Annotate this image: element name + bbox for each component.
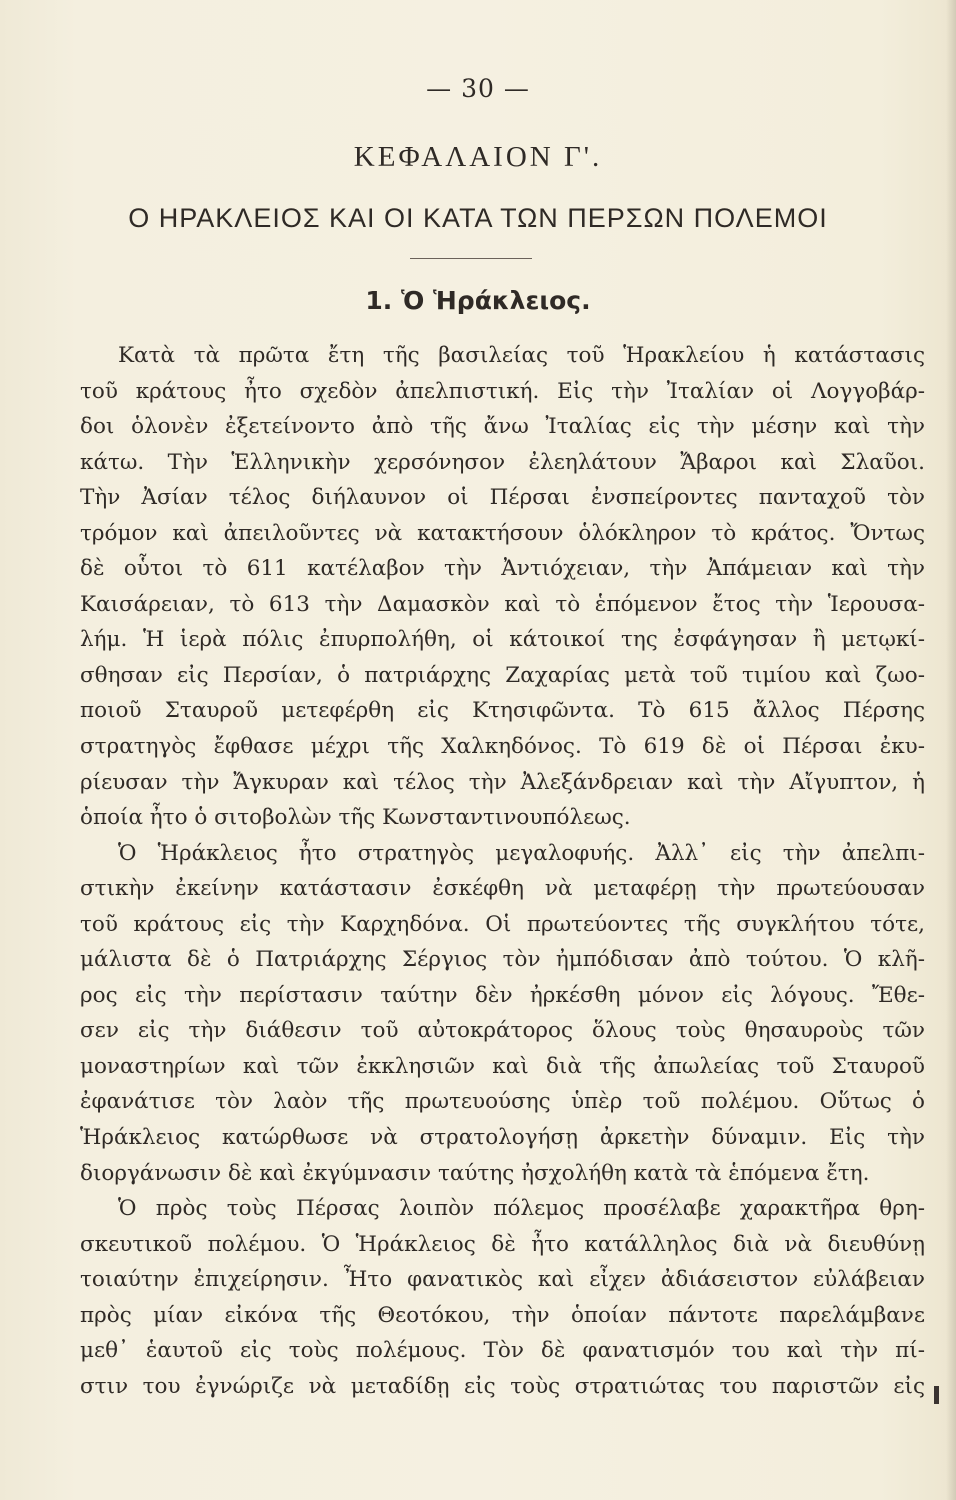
chapter-title: Ο ΗΡΑΚΛΕΙΟΣ ΚΑΙ ΟΙ ΚΑΤΑ ΤΩΝ ΠΕΡΣΩΝ ΠΟΛΕΜΟΙ: [128, 203, 828, 233]
text-line: λήμ. Ἡ ἱερὰ πόλις ἐπυρπολήθη, οἱ κάτοικοί της ἐσφάγησαν ἢ μετῳκί-: [80, 627, 925, 653]
text-line: ὁποία ἦτο ὁ σιτοβολὼν τῆς Κωνσταντινουπόλεως.: [80, 805, 631, 831]
text-line: μάλιστα δὲ ὁ Πατριάρχης Σέργιος τὸν ἠμπόδισαν ἀπὸ τούτου. Ὁ κλῆ-: [80, 947, 925, 973]
text-line: τοῦ κράτους ἦτο σχεδὸν ἀπελπιστική. Εἰς τὴν Ἰταλίαν οἱ Λογγοβάρ-: [80, 378, 925, 404]
chapter-heading: ΚΕΦΑΛΑΙΟΝ Γ'.: [353, 141, 603, 173]
text-line: δοι ὁλονὲν ἐξετείνοντο ἀπὸ τῆς ἄνω Ἰταλίας εἰς τὴν μέσην καὶ τὴν: [80, 414, 925, 440]
section-heading: 1. Ὁ Ἡράκλειος.: [365, 286, 591, 315]
text-line: Τὴν Ἀσίαν τέλος διήλαυνον οἱ Πέρσαι ἐνσπείροντες πανταχοῦ τὸν: [80, 485, 925, 511]
text-line: ἐφανάτισε τὸν λαὸν τῆς πρωτευούσης ὑπὲρ τοῦ πολέμου. Οὕτως ὁ: [80, 1089, 925, 1115]
text-line: στιν του ἐγνώριζε νὰ μεταδίδῃ εἰς τοὺς στρατιώτας του παριστῶν εἰς: [80, 1373, 925, 1399]
text-line: στικὴν ἐκείνην κατάστασιν ἐσκέφθη νὰ μεταφέρῃ τὴν πρωτεύουσαν: [80, 876, 925, 902]
text-line: Ὁ Ἡράκλειος ἦτο στρατηγὸς μεγαλοφυής. Ἀλλ᾽ εἰς τὴν ἀπελπι-: [118, 840, 925, 866]
divider-rule: [410, 258, 532, 259]
text-line: Ἡράκλειος κατώρθωσε νὰ στρατολογήσῃ ἀρκετὴν δύναμιν. Εἰς τὴν: [80, 1125, 925, 1151]
text-line: τρόμον καὶ ἀπειλοῦντες νὰ κατακτήσουν ὁλόκληρον τὸ κράτος. Ὄντως: [80, 520, 925, 546]
text-line: δὲ οὗτοι τὸ 611 κατέλαβον τὴν Ἀντιόχειαν, τὴν Ἀπάμειαν καὶ τὴν: [80, 556, 925, 582]
text-line: στρατηγὸς ἔφθασε μέχρι τῆς Χαλκηδόνος. Τὸ 619 δὲ οἱ Πέρσαι ἐκυ-: [80, 734, 925, 760]
text-line: μεθ᾽ ἑαυτοῦ εἰς τοὺς πολέμους. Τὸν δὲ φανατισμόν του καὶ τὴν πί-: [80, 1338, 925, 1364]
text-line: ρίευσαν τὴν Ἄγκυραν καὶ τέλος τὴν Ἀλεξάνδρειαν καὶ τὴν Αἴγυπτον, ἡ: [80, 769, 925, 795]
page-number: — 30 —: [426, 74, 530, 103]
text-line: διοργάνωσιν δὲ καὶ ἐκγύμνασιν ταύτης ἠσχολήθη κατὰ τὰ ἑπόμενα ἔτη.: [80, 1160, 870, 1186]
text-line: σεν εἰς τὴν διάθεσιν τοῦ αὐτοκράτορος ὅλους τοὺς θησαυροὺς τῶν: [80, 1018, 925, 1044]
text-line: μοναστηρίων καὶ τῶν ἐκκλησιῶν καὶ διὰ τῆς ἀπωλείας τοῦ Σταυροῦ: [80, 1053, 925, 1079]
text-line: κάτω. Τὴν Ἑλληνικὴν χερσόνησον ἐλεηλάτουν Ἄβαροι καὶ Σλαῦοι.: [80, 449, 925, 475]
text-line: Καισάρειαν, τὸ 613 τὴν Δαμασκὸν καὶ τὸ ἑπόμενον ἔτος τὴν Ἱερουσα-: [80, 591, 925, 617]
margin-ink-mark: [934, 1386, 939, 1404]
text-line: Κατὰ τὰ πρῶτα ἔτη τῆς βασιλείας τοῦ Ἡρακλείου ἡ κατάστασις: [118, 343, 925, 368]
text-line: ποιοῦ Σταυροῦ μετεφέρθη εἰς Κτησιφῶντα. Τὸ 615 ἄλλος Πέρσης: [80, 698, 925, 724]
text-line: τοῦ κράτους εἰς τὴν Καρχηδόνα. Οἱ πρωτεύοντες τῆς συγκλήτου τότε,: [80, 911, 925, 937]
text-line: πρὸς μίαν εἰκόνα τῆς Θεοτόκου, τὴν ὁποίαν πάντοτε παρελάμβανε: [80, 1302, 925, 1328]
text-line: ρος εἰς τὴν περίστασιν ταύτην δὲν ἠρκέσθη μόνον εἰς λόγους. Ἔθε-: [80, 982, 925, 1008]
text-line: τοιαύτην ἐπιχείρησιν. Ἦτο φανατικὸς καὶ εἶχεν ἀδιάσειστον εὐλάβειαν: [80, 1267, 925, 1293]
text-line: Ὁ πρὸς τοὺς Πέρσας λοιπὸν πόλεμος προσέλαβε χαρακτῆρα θρη-: [118, 1196, 925, 1222]
text-line: σκευτικοῦ πολέμου. Ὁ Ἡράκλειος δὲ ἦτο κατάλληλος διὰ νὰ διευθύνῃ: [80, 1231, 925, 1257]
text-line: σθησαν εἰς Περσίαν, ὁ πατριάρχης Ζαχαρίας μετὰ τοῦ τιμίου καὶ ζωο-: [80, 662, 925, 688]
body-text: [80, 338, 925, 1404]
